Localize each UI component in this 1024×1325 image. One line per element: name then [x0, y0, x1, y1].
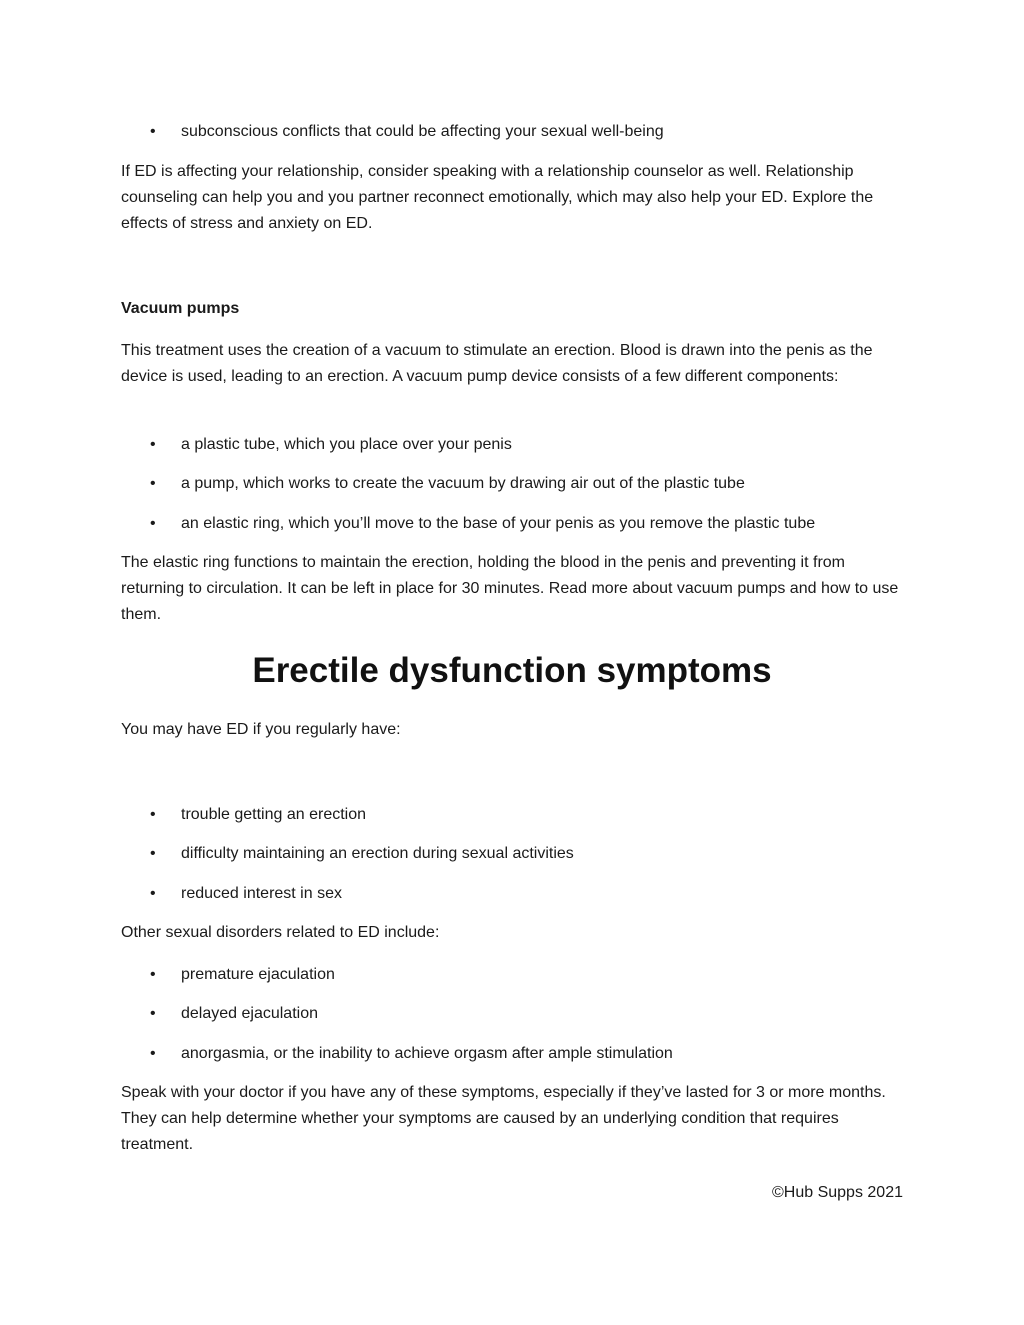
advice-paragraph: Speak with your doctor if you have any of these symptoms, especially if they’ve lasted for 3 or more months. They can help determine whether your symptoms are caused by an underlying condition that requires treatment. — [121, 1084, 886, 1153]
bullet-marker: • — [150, 845, 156, 862]
list-item — [121, 1002, 906, 1026]
list-item — [121, 1042, 906, 1066]
vacuum-intro-paragraph: This treatment uses the creation of a vacuum to stimulate an erection. Blood is drawn into the penis as the device is used, leading to an erection. A vacuum pump device consists of a few different components: — [121, 342, 873, 385]
list-item-text: anorgasmia, or the inability to achieve orgasm after ample stimulation — [181, 1045, 673, 1062]
list-item-text: trouble getting an erection — [181, 806, 367, 823]
list-item-text: a pump, which works to create the vacuum by drawing air out of the plastic tube — [181, 475, 745, 492]
symptoms-intro-paragraph: You may have ED if you regularly have: — [121, 721, 401, 738]
section-heading: Vacuum pumps — [121, 300, 240, 317]
other-disorders-intro: Other sexual disorders related to ED include: — [121, 924, 440, 941]
bullet-marker: • — [150, 1045, 156, 1062]
list-item — [121, 803, 906, 827]
bullet-marker: • — [150, 436, 156, 453]
list-item-text: delayed ejaculation — [181, 1005, 318, 1022]
bullet-marker: • — [150, 885, 156, 902]
list-item-text: premature ejaculation — [181, 966, 335, 983]
list-item — [121, 120, 906, 144]
vacuum-outro-paragraph: The elastic ring functions to maintain the erection, holding the blood in the penis and preventing it from returning to circulation. It can be left in place for 30 minutes. Read more about vacuum pumps and how to use them. — [121, 554, 899, 623]
bullet-marker: • — [150, 515, 156, 532]
list-item — [121, 842, 906, 866]
bullet-marker: • — [150, 475, 156, 492]
list-item — [121, 512, 906, 536]
list-item — [121, 882, 906, 906]
relationship-paragraph: If ED is affecting your relationship, consider speaking with a relationship counselor as well. Relationship counseling can help you and you partner reconnect emotionally, which may also help your ED. Explore the effects of stress and anxiety on ED. — [121, 163, 874, 232]
bullet-marker: • — [150, 1005, 156, 1022]
bullet-marker: • — [150, 966, 156, 983]
list-item-text: an elastic ring, which you’ll move to the base of your penis as you remove the plastic tube — [181, 515, 816, 532]
list-item — [121, 963, 906, 987]
bullet-marker: • — [150, 806, 156, 823]
list-item-text: difficulty maintaining an erection during sexual activities — [181, 845, 574, 862]
copyright-footer: ©Hub Supps 2021 — [772, 1184, 903, 1201]
list-item-text: reduced interest in sex — [181, 885, 342, 902]
page-title: Erectile dysfunction symptoms — [252, 651, 772, 690]
list-item-text: a plastic tube, which you place over your penis — [181, 436, 512, 453]
list-item — [121, 433, 906, 457]
bullet-marker: • — [150, 123, 156, 140]
list-item-text: subconscious conflicts that could be affecting your sexual well-being — [181, 123, 664, 140]
list-item — [121, 472, 906, 496]
